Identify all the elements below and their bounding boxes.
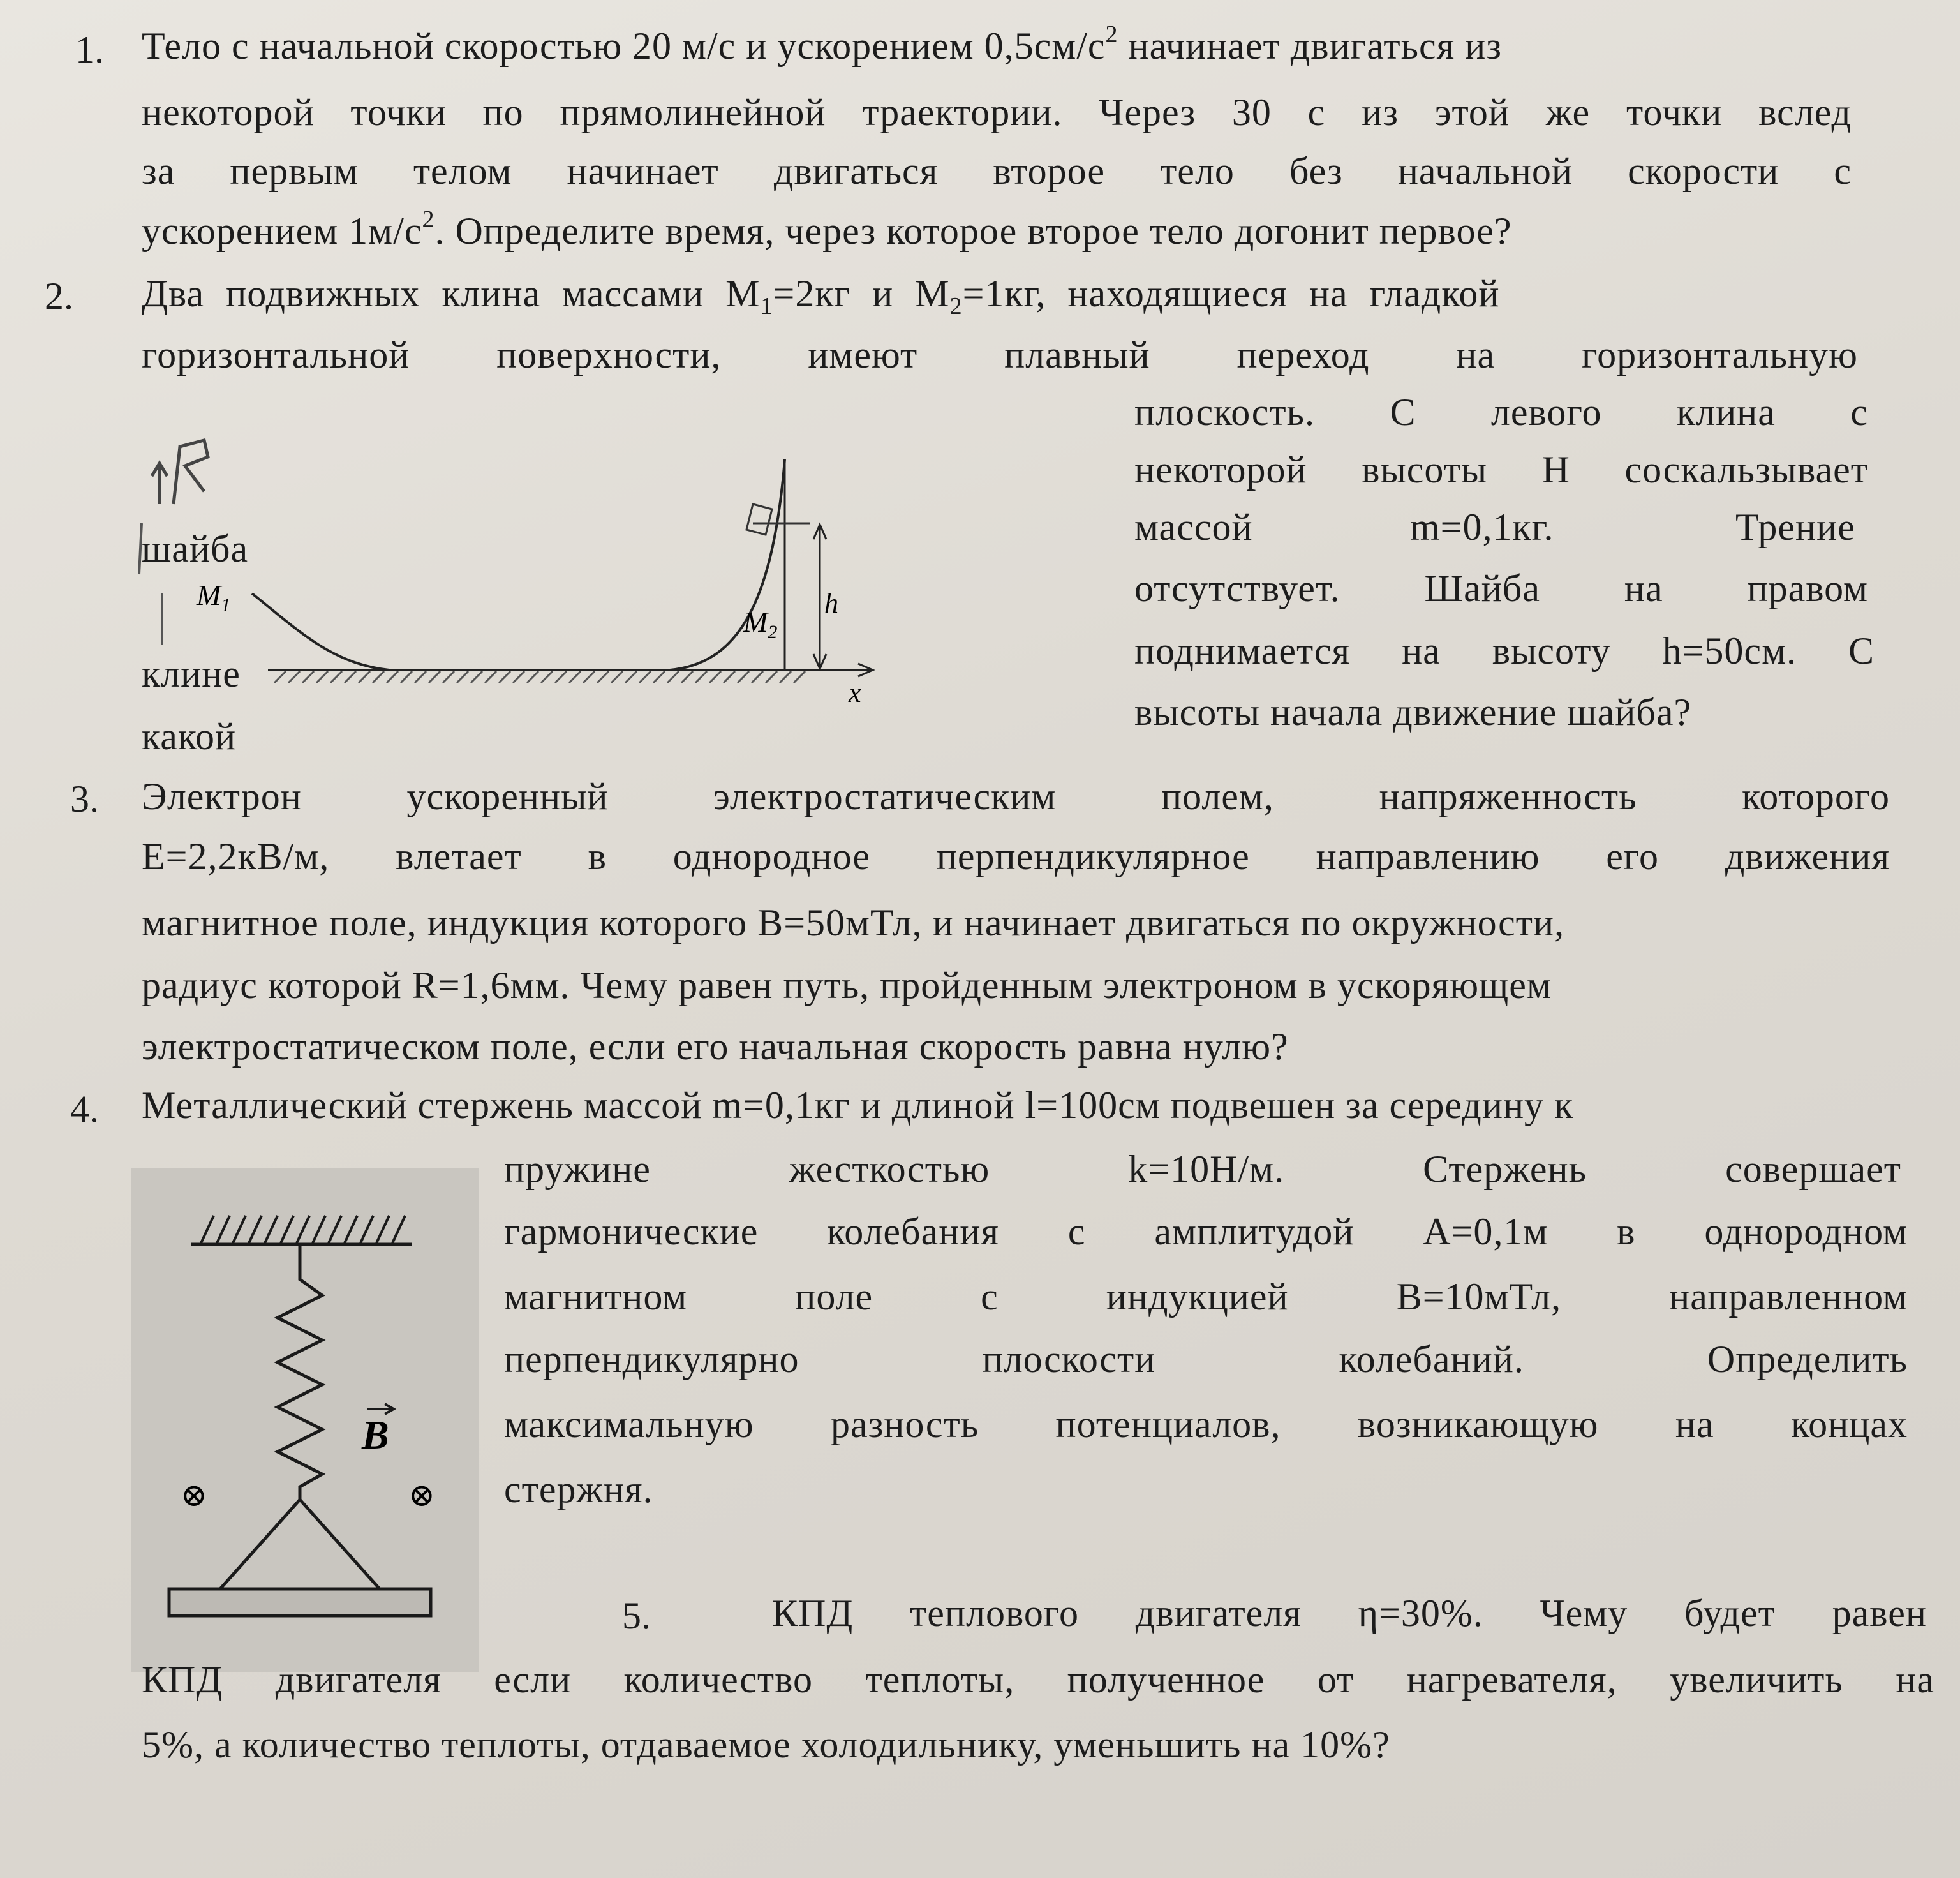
problem-2-line-1-c: =1кг, находящиеся на гладкой [962, 272, 1500, 315]
label-b: B [362, 1412, 389, 1457]
problem-2-line-8: высоты начала движение шайба? [1134, 691, 1692, 733]
problem-5-line-3: 5%, а количество теплоты, отдаваемое холодильнику, уменьшить на 10%? [142, 1724, 1390, 1766]
problem-3-line-2: Е=2,2кВ/м, влетает в однородное перпендикулярное направлению его движения [142, 835, 1890, 877]
problem-2-line-2: горизонтальной поверхности, имеют плавный переход на горизонтальную [142, 334, 1858, 376]
pencil-letter-mark [174, 440, 208, 504]
problem-1-line-1-text: Тело с начальной скоростью 20 м/с и ускорением 0,5см/с [142, 25, 1106, 67]
problem-1-line-4-tail: . Определите время, через которое второе тело догонит первое? [434, 210, 1512, 252]
problem-5-line-2: КПД двигателя если количество теплоты, полученное от нагревателя, увеличить на [142, 1658, 1934, 1701]
problem-2-line-7: поднимается на высоту h=50см. С [1134, 630, 1875, 672]
problem-3-line-1: Электрон ускоренный электростатическим полем, напряженность которого [142, 775, 1890, 817]
problem-4-line-7: стержня. [504, 1468, 653, 1510]
margin-word-shaiba: шайба [142, 528, 249, 570]
problem-4-line-3: гармонические колебания с амплитудой А=0,1м в однородном [504, 1211, 1908, 1253]
field-cross-left-icon: ⊗ [181, 1477, 207, 1513]
problem-1-number: 1. [75, 29, 104, 71]
problem-1-line-3: за первым телом начинает двигаться второе тело без начальной скорости с [142, 150, 1852, 192]
problem-3-line-4: радиус которой R=1,6мм. Чему равен путь, пройденным электроном в ускоряющем [142, 964, 1552, 1006]
problem-2-line-1-a: Два подвижных клина массами М [142, 272, 761, 315]
metal-rod [169, 1589, 431, 1616]
problem-1-line-4-sup: 2 [422, 206, 435, 233]
problem-2-line-1 [142, 271, 1858, 320]
problem-4-line-6: максимальную разность потенциалов, возникающую на концах [504, 1403, 1908, 1445]
margin-word-kakoi: какой [142, 715, 237, 757]
problem-1-line-4 [142, 208, 1511, 254]
problem-4-line-2: пружине жесткостью k=10Н/м. Стержень совершает [504, 1148, 1901, 1190]
wedges-figure [121, 421, 887, 753]
problem-3-number: 3. [70, 778, 99, 820]
problem-1-line-4-text: ускорением 1м/с [142, 210, 422, 252]
pencil-arrow-mark [152, 463, 167, 504]
left-wedge-curve [252, 593, 389, 670]
problem-2-line-6: отсутствует. Шайба на правом [1134, 567, 1868, 609]
field-cross-right-icon: ⊗ [408, 1477, 435, 1513]
label-m2: $M_2$ [743, 606, 778, 643]
problem-4-line-1: Металлический стержень массой m=0,1кг и длиной l=100см подвешен за середину к [142, 1084, 1574, 1126]
label-x: x [849, 677, 861, 708]
puck-icon [746, 504, 772, 535]
problem-1-line-1 [142, 23, 1852, 69]
problem-2-line-1-b: =2кг и М [773, 272, 950, 315]
problem-3-line-3: магнитное поле, индукция которого В=50мТл, и начинает двигаться по окружности, [142, 902, 1565, 944]
problem-2-number: 2. [45, 275, 73, 317]
problem-5-number: 5. [622, 1595, 651, 1637]
problem-1-sup: 2 [1105, 21, 1118, 48]
problem-2-line-5c: Трение [1735, 506, 1855, 548]
label-m1: $M_1$ [197, 579, 231, 616]
problem-4-line-5: перпендикулярно плоскости колебаний. Определить [504, 1338, 1908, 1380]
problem-1-line-1-tail: начинает двигаться из [1118, 25, 1502, 67]
problem-3-line-5: электростатическом поле, если его начальная скорость равна нулю? [142, 1025, 1289, 1068]
problem-1-line-2: некоторой точки по прямолинейной траектории. Через 30 с из этой же точки вслед [142, 91, 1852, 133]
ground-hatching [274, 671, 805, 683]
problem-5-line-1: КПД теплового двигателя η=30%. Чему будет равен [772, 1592, 1927, 1634]
margin-word-kline: клине [142, 653, 241, 695]
problem-2-line-5a: массой [1134, 506, 1253, 548]
spring-rod-figure [131, 1168, 479, 1672]
problem-2-sub-2: 2 [949, 293, 963, 320]
problem-2-line-3: плоскость. С левого клина с [1134, 391, 1868, 433]
problem-2-line-5b: m=0,1кг. [1410, 506, 1554, 548]
problem-4-line-4: магнитном поле с индукцией В=10мТл, направленном [504, 1276, 1908, 1318]
pencil-vertical-mark [139, 523, 162, 645]
problem-2-sub-1: 1 [760, 293, 773, 320]
problem-2-line-4: некоторой высоты Н соскальзывает [1134, 449, 1868, 491]
problem-4-number: 4. [70, 1088, 99, 1130]
label-h: h [824, 588, 838, 619]
